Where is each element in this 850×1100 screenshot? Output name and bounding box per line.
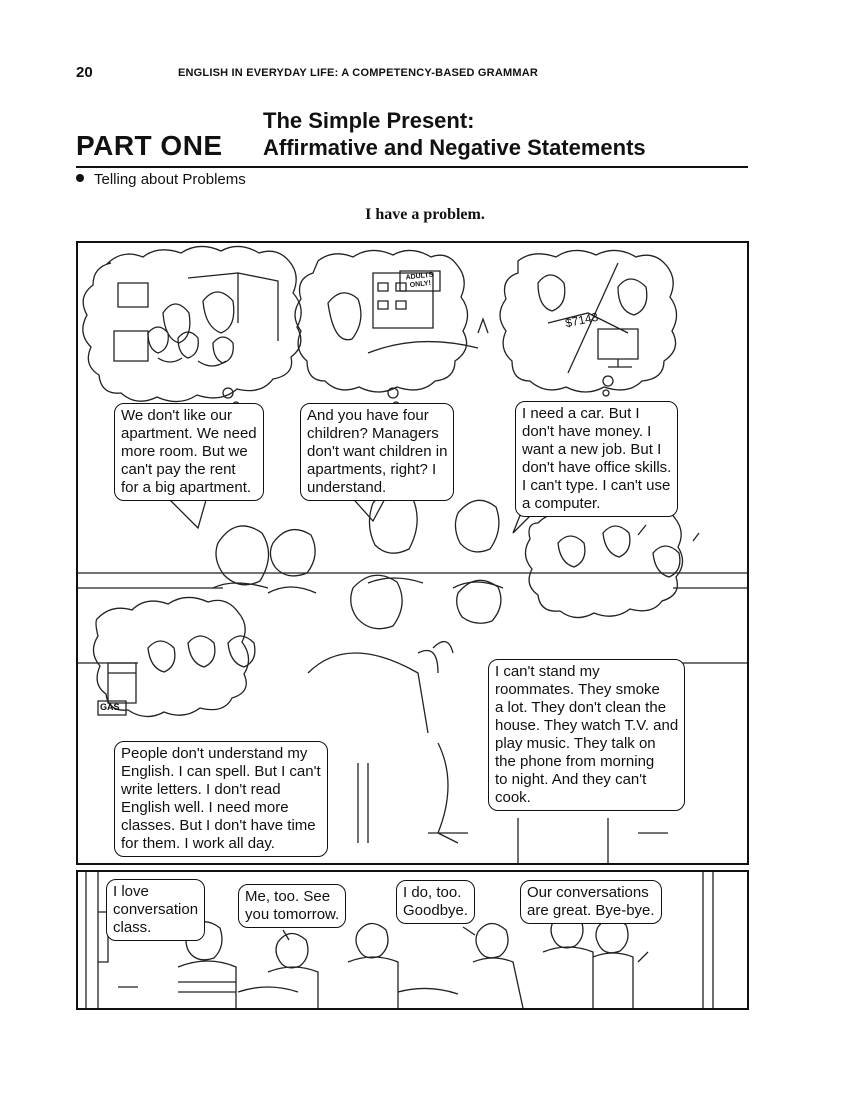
student-2 bbox=[268, 933, 318, 1008]
price-sign: $7143 bbox=[563, 309, 600, 331]
student-5 bbox=[543, 913, 593, 1008]
bullet-dot bbox=[76, 174, 84, 182]
student-4 bbox=[473, 923, 523, 1008]
thought-cloud-roommates bbox=[525, 502, 682, 617]
speech-bubble-apartment: We don't like our apartment. We need more room. But we can't pay the rent for a big apartment. bbox=[114, 403, 264, 501]
speech-bubble-car: I need a car. But I don't have money. I want a new job. But I don't have office skills. I can't type. I can't use a computer. bbox=[515, 401, 678, 517]
page-number: 20 bbox=[76, 64, 93, 81]
speech-bubble-english: People don't understand my English. I can spell. But I can't write letters. I don't read English well. I need more classes. But I don't have time for them. I work all day. bbox=[114, 741, 328, 857]
family-figures bbox=[148, 292, 234, 366]
part-label: PART ONE bbox=[76, 130, 223, 161]
young-man-right bbox=[453, 500, 503, 588]
speech-bubble-bye-bye: Our conversations are great. Bye-bye. bbox=[520, 880, 662, 924]
thought-cloud-building bbox=[295, 250, 468, 392]
girl-center bbox=[368, 491, 423, 583]
comic-subtitle: I have a problem. bbox=[365, 206, 485, 223]
counselor bbox=[308, 575, 453, 733]
thought-cloud-work bbox=[93, 597, 248, 716]
man-left bbox=[268, 530, 316, 593]
speech-bubble-see-you: Me, too. See you tomorrow. bbox=[238, 884, 346, 928]
student-6 bbox=[593, 918, 648, 1008]
speech-bubble-roommates: I can't stand my roommates. They smoke a lot. They don't clean the house. They watch T.V. and play music. They talk on the phone from morning to night. And they can't cook. bbox=[488, 659, 685, 811]
bullet-item bbox=[76, 171, 246, 188]
speech-bubble-managers: And you have four children? Managers don't want children in apartments, right? I understand. bbox=[300, 403, 454, 501]
main-comic-panel bbox=[76, 241, 749, 865]
speech-bubble-goodbye: I do, too. Goodbye. bbox=[396, 880, 475, 924]
section-title-line-2: Affirmative and Negative Statements bbox=[263, 135, 646, 160]
student-3 bbox=[348, 923, 398, 1008]
title-rule bbox=[76, 166, 748, 168]
woman-left bbox=[213, 526, 269, 588]
adults-only-sign: ADULTS ONLY! bbox=[405, 271, 434, 290]
thought-cloud-family bbox=[83, 246, 301, 401]
bullet-text: Telling about Problems bbox=[94, 171, 246, 188]
speech-bubble-love-class: I love conversation class. bbox=[106, 879, 205, 941]
gas-sign: GAS bbox=[100, 702, 120, 712]
bottom-comic-panel bbox=[76, 870, 749, 1010]
section-title-line-1: The Simple Present: bbox=[263, 108, 475, 133]
running-title: ENGLISH IN EVERYDAY LIFE: A COMPETENCY-BASED GRAMMAR bbox=[178, 67, 538, 79]
